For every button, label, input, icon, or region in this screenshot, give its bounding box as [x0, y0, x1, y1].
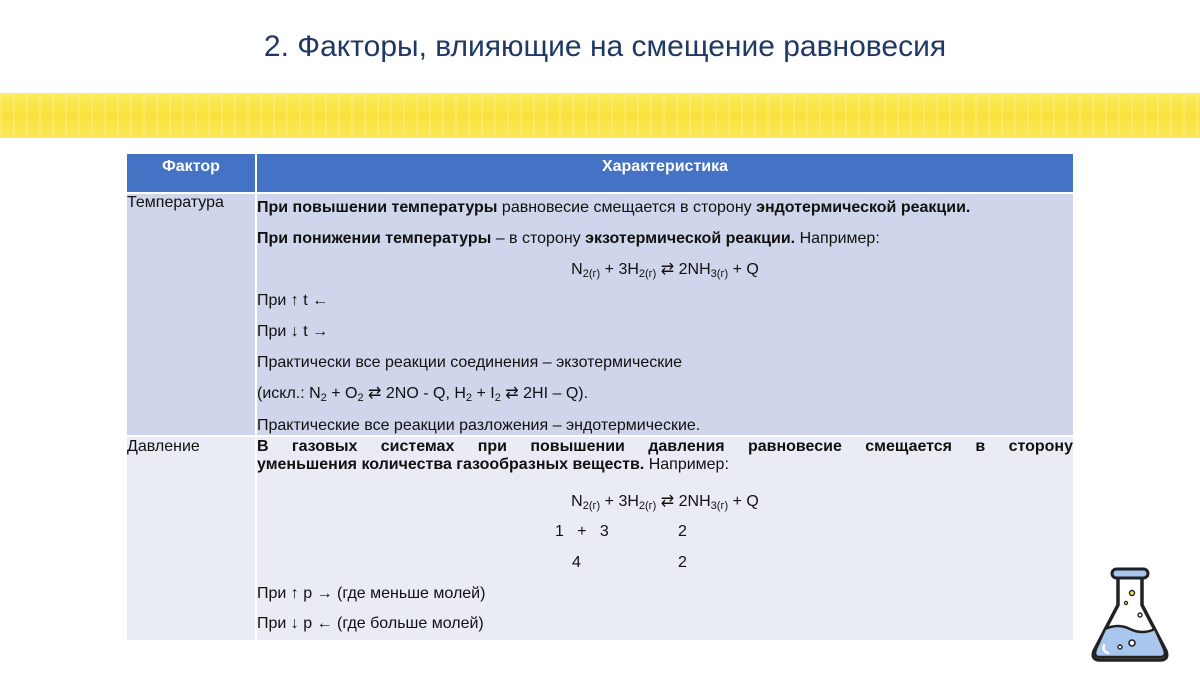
rule-temp-down: При ↓ t → — [257, 323, 329, 340]
table-row — [126, 436, 1074, 641]
pressure-rise-text-1: В газовых системах при повышении давления равновесие смещается в сторону — [257, 438, 1073, 455]
total-left: 4 — [572, 554, 581, 571]
temp-rise-text: При повышении температуры равновесие смещается в сторону эндотермической реакции. — [257, 199, 971, 216]
characteristic-temperature — [256, 193, 1074, 436]
moles-total-row — [257, 549, 1073, 580]
factor-temperature: Температура — [126, 193, 256, 436]
temp-fall-text: При понижении температуры – в сторону экзотермической реакции. Например: — [257, 230, 880, 247]
header-characteristic: Характеристика — [256, 153, 1074, 193]
moles-right: 2 — [678, 523, 687, 540]
rule-pressure-down: При ↓ p ← (где больше молей) — [257, 615, 484, 632]
table-row — [126, 193, 1074, 436]
rule-temp-up: При ↑ t ← — [257, 292, 329, 309]
ammonia-equation: $N_{2(г)} + 3H_{2(г)}$ ⇄ $2NH_{3(г)} + Q$ — [571, 261, 759, 280]
ammonia-equation-2: $N_{2(г)} + 3H_{2(г)}$ ⇄ $2NH_{3(г)} + Q$ — [571, 493, 759, 512]
pressure-rise-text-2: уменьшения количества газообразных веществ. Например: — [257, 456, 729, 473]
note-synthesis: Практически все реакции соединения – экзотермические — [257, 354, 683, 371]
header-factor: Фактор — [126, 153, 256, 193]
total-right: 2 — [678, 554, 687, 571]
moles-row — [257, 518, 1073, 549]
note-decomposition: Практические все реакции разложения – эндотермические. — [257, 417, 701, 434]
flask-icon — [1088, 565, 1172, 665]
factor-pressure: Давление — [126, 436, 256, 641]
factors-table — [125, 152, 1075, 642]
characteristic-pressure — [256, 436, 1074, 641]
slide-title: 2. Факторы, влияющие на смещение равновесия — [263, 30, 947, 63]
moles-left: 1 + 3 — [555, 523, 609, 540]
exceptions-text: (искл.: $N_2 + O_2$ ⇄ 2NO - Q, $H_2 + I_2$ ⇄ 2HI – Q). — [257, 385, 589, 404]
table-header-row — [126, 153, 1074, 193]
rule-pressure-up: При ↑ p → (где меньше молей) — [257, 585, 486, 602]
decorative-band — [0, 93, 1200, 138]
